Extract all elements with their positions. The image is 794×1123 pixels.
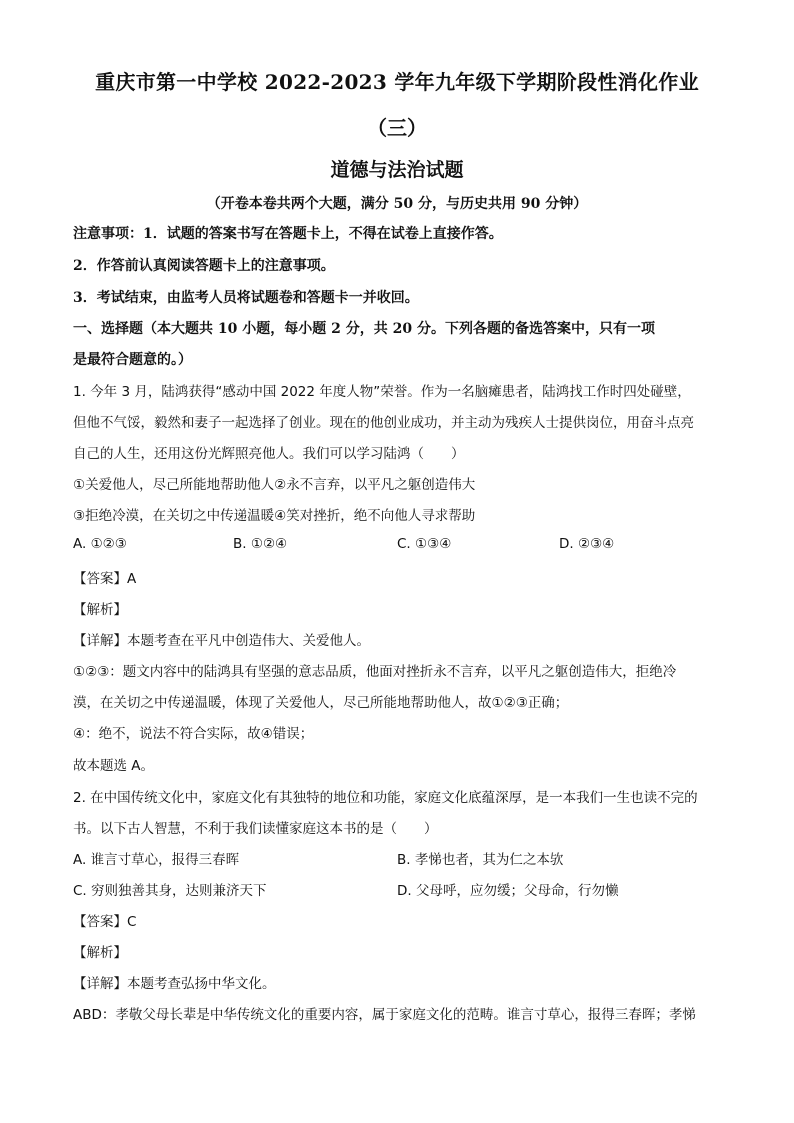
q2-stem-line-2: 书。以下古人智慧，不利于我们读懂家庭这本书的是（ ） (73, 821, 438, 837)
q1-detail-line-1: 【详解】本题考查在平凡中创造伟大、关爱他人。 (73, 633, 370, 649)
q2-analysis-label: 【解析】 (73, 945, 127, 961)
q1-analysis-label: 【解析】 (73, 602, 127, 618)
section-heading-line-1: 一、选择题（本大题共 10 小题，每小题 2 分，共 20 分。下列各题的备选答案中，只有一项 (73, 321, 655, 337)
q1-option-d: D. ②③④ (559, 536, 615, 552)
q1-stem-line-3: 自己的人生，还用这份光辉照亮他人。我们可以学习陆鸿（ ） (73, 446, 465, 462)
q2-option-b: B. 孝悌也者，其为仁之本欤 (397, 852, 564, 868)
title-line-2: （三） (367, 116, 427, 140)
q2-answer: 【答案】C (73, 914, 137, 930)
q1-detail-line-3: 漠，在关切之中传递温暖，体现了关爱他人，尽己所能地帮助他人，故①②③正确； (73, 695, 569, 711)
q2-option-c: C. 穷则独善其身，达则兼济天下 (73, 883, 267, 899)
section-heading-line-2: 是最符合题意的。） (73, 352, 192, 368)
q2-detail-line-1: 【详解】本题考查弘扬中华文化。 (73, 976, 276, 992)
q1-stem-line-2: 但他不气馁，毅然和妻子一起选择了创业。现在的他创业成功，并主动为残疾人士提供岗位，用奋斗点亮 (73, 415, 694, 431)
q1-answer: 【答案】A (73, 571, 137, 587)
notice-2: 2．作答前认真阅读答题卡上的注意事项。 (73, 258, 335, 274)
q1-item-line-2: ③拒绝冷漠，在关切之中传递温暖④笑对挫折，绝不向他人寻求帮助 (73, 508, 476, 524)
q2-stem-line-1: 2. 在中国传统文化中，家庭文化有其独特的地位和功能，家庭文化底蕴深厚，是一本我们一生也读不完的 (73, 790, 698, 806)
q2-option-a: A. 谁言寸草心，报得三春晖 (73, 852, 240, 868)
q1-detail-line-5: 故本题选 A。 (73, 758, 155, 774)
q1-stem-line-1: 1. 今年 3 月，陆鸿获得“感动中国 2022 年度人物”荣誉。作为一名脑瘫患者，陆鸿找工作时四处碰壁， (73, 384, 691, 400)
q1-option-a: A. ①②③ (73, 536, 127, 552)
q2-option-d: D. 父母呼，应勿缓；父母命，行勿懒 (397, 883, 619, 899)
q1-item-line-1: ①关爱他人，尽己所能地帮助他人②永不言弃，以平凡之躯创造伟大 (73, 477, 476, 493)
title-line-1: 重庆市第一中学校 2022-2023 学年九年级下学期阶段性消化作业 (95, 70, 699, 94)
q1-detail-line-4: ④：绝不，说法不符合实际，故④错误； (73, 726, 314, 742)
subject-title: 道德与法治试题 (330, 159, 464, 181)
q1-option-b: B. ①②④ (233, 536, 288, 552)
exam-note: （开卷本卷共两个大题，满分 50 分，与历史共用 90 分钟） (206, 196, 588, 212)
q1-option-c: C. ①③④ (397, 536, 452, 552)
q2-detail-line-2: ABD：孝敬父母长辈是中华传统文化的重要内容，属于家庭文化的范畴。谁言寸草心，报得三春晖；孝悌 (73, 1007, 696, 1023)
q1-detail-line-2: ①②③：题文内容中的陆鸿具有坚强的意志品质，他面对挫折永不言弃，以平凡之躯创造伟大，拒绝冷 (73, 664, 677, 680)
notice-1: 注意事项：1．试题的答案书写在答题卡上，不得在试卷上直接作答。 (73, 226, 503, 242)
notice-3: 3．考试结束，由监考人员将试题卷和答题卡一并收回。 (73, 290, 419, 306)
